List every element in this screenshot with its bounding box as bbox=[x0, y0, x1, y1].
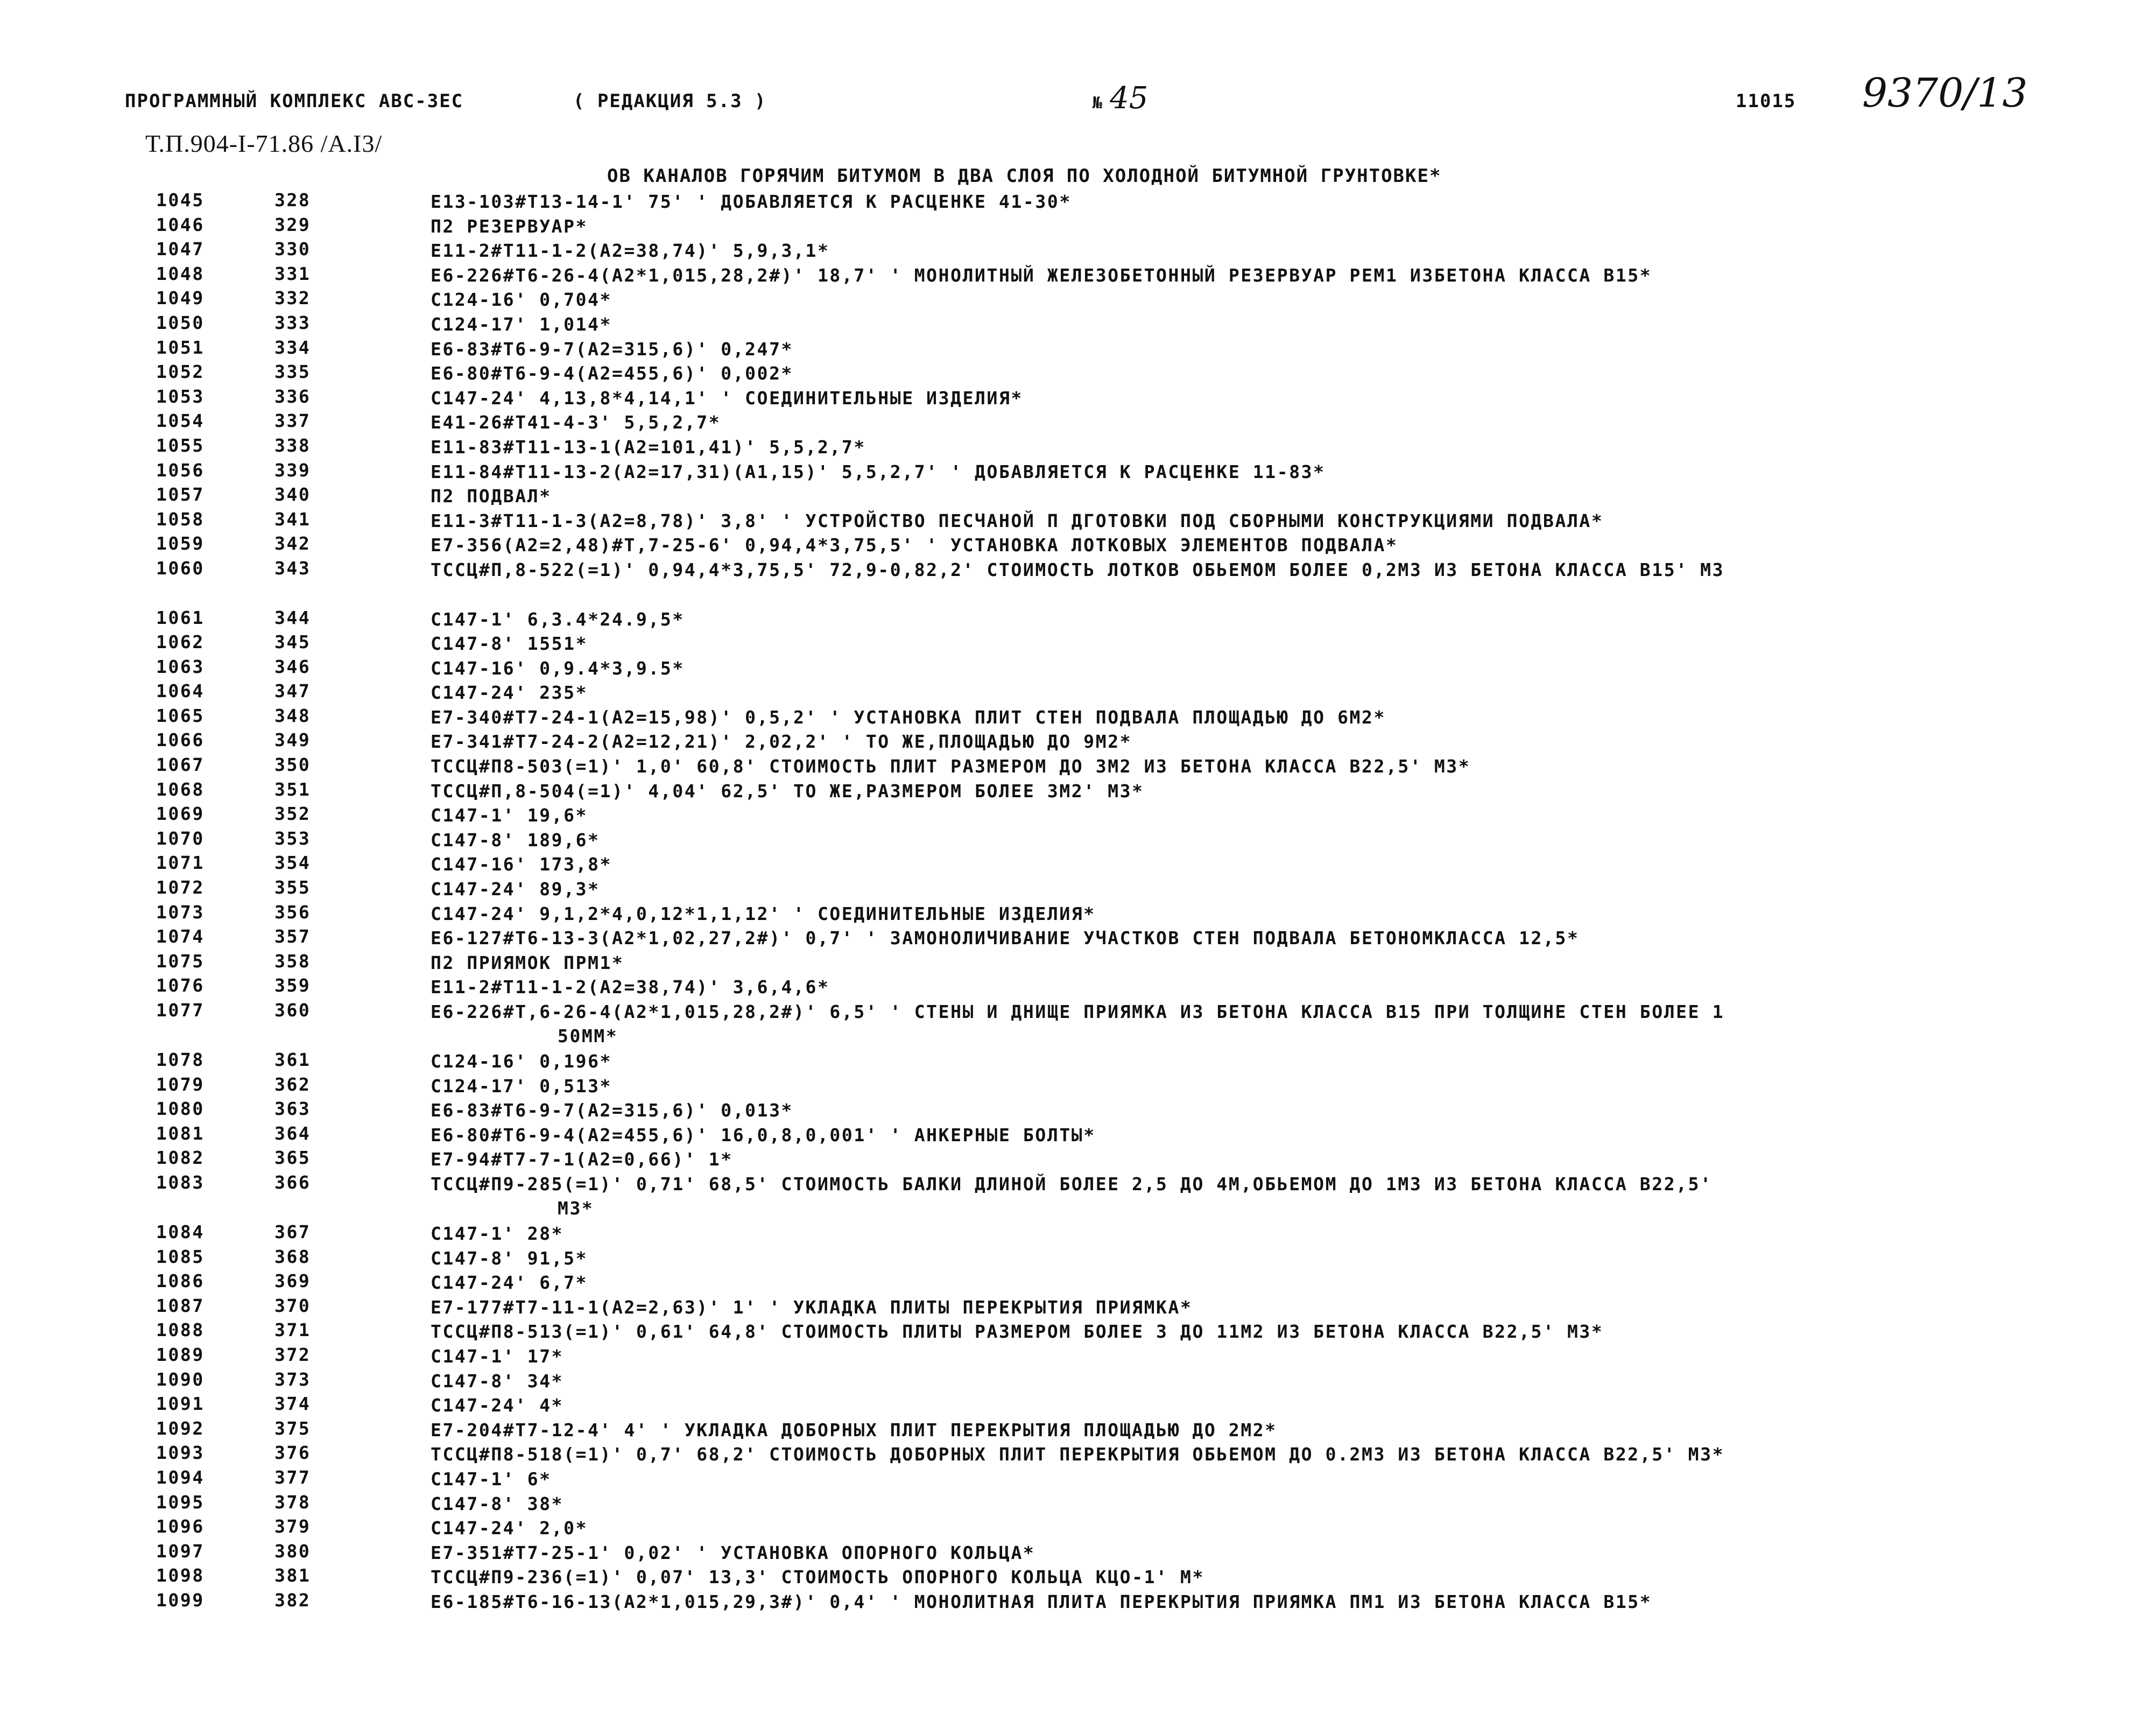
item-text bbox=[431, 1147, 2045, 1171]
item-text bbox=[431, 312, 2045, 336]
item-text-line: С147-1' 6* bbox=[431, 1468, 552, 1490]
item-text bbox=[431, 656, 2045, 680]
item-text-line: Е11-84#Т11-13-2(А2=17,31)(А1,15)' 5,5,2,7' ' ДОБАВЛЯЕТСЯ К РАСЦЕНКЕ 11-83* bbox=[431, 461, 1326, 482]
item-text-line: Е7-204#Т7-12-4' 4' ' УКЛАДКА ДОБОРНЫХ ПЛИТ ПЕРЕКРЫТИЯ ПЛОЩАДЬЮ ДО 2М2* bbox=[431, 1419, 1277, 1441]
line-number: 1090 bbox=[156, 1368, 205, 1390]
listing-row bbox=[0, 337, 2156, 362]
line-number: 1070 bbox=[156, 827, 205, 849]
item-text-line: Е7-356(А2=2,48)#Т,7-25-6' 0,94,4*3,75,5' ' УСТАНОВКА ЛОТКОВЫХ ЭЛЕМЕНТОВ ПОДВАЛА* bbox=[431, 535, 1398, 556]
item-text-line: С124-16' 0,704* bbox=[431, 289, 612, 311]
item-text bbox=[431, 779, 2045, 803]
line-number: 1085 bbox=[156, 1246, 205, 1267]
listing-row bbox=[0, 1319, 2156, 1344]
item-text bbox=[431, 238, 2045, 263]
item-number: 371 bbox=[274, 1319, 311, 1341]
item-text-line: С147-1' 6,3.4*24.9,5* bbox=[431, 608, 685, 630]
item-text-line: С147-24' 4,13,8*4,14,1' ' СОЕДИНИТЕЛЬНЫЕ ИЗДЕЛИЯ* bbox=[431, 387, 1023, 409]
item-number: 361 bbox=[274, 1049, 311, 1070]
item-text bbox=[431, 1098, 2045, 1122]
item-text-line: Е7-94#Т7-7-1(А2=0,66)' 1* bbox=[431, 1149, 733, 1170]
line-number: 1088 bbox=[156, 1319, 205, 1341]
item-number: 364 bbox=[274, 1122, 311, 1144]
line-number: 1097 bbox=[156, 1540, 205, 1562]
line-number: 1080 bbox=[156, 1098, 205, 1120]
item-text-line: ТССЦ#П8-513(=1)' 0,61' 64,8' СТОИМОСТЬ ПЛИТЫ РАЗМЕРОМ БОЛЕЕ 3 ДО 11М2 ИЗ БЕТОНА КЛАССА В22,5' М3* bbox=[431, 1321, 1604, 1343]
listing-row bbox=[0, 484, 2156, 509]
listing-row bbox=[0, 263, 2156, 288]
item-number: 378 bbox=[274, 1491, 311, 1513]
line-number: 1056 bbox=[156, 459, 205, 481]
item-number: 354 bbox=[274, 852, 311, 874]
line-number: 1072 bbox=[156, 877, 205, 898]
item-number: 347 bbox=[274, 680, 311, 702]
item-number: 353 bbox=[274, 827, 311, 849]
item-text-line: П2 ПОДВАЛ* bbox=[431, 486, 552, 507]
line-number: 1099 bbox=[156, 1589, 205, 1611]
item-text bbox=[431, 1516, 2045, 1540]
line-number: 1058 bbox=[156, 508, 205, 530]
item-text bbox=[431, 484, 2045, 508]
item-text bbox=[431, 975, 2045, 999]
item-text-line: С147-8' 189,6* bbox=[431, 829, 600, 851]
item-text-line: Е6-80#Т6-9-4(А2=455,6)' 0,002* bbox=[431, 363, 794, 384]
item-text bbox=[431, 1074, 2045, 1098]
item-number: 330 bbox=[274, 238, 311, 260]
listing-row bbox=[0, 1098, 2156, 1123]
item-text-line: Е6-80#Т6-9-4(А2=455,6)' 16,0,8,0,001' ' АНКЕРНЫЕ БОЛТЫ* bbox=[431, 1124, 1096, 1146]
line-number: 1068 bbox=[156, 778, 205, 800]
listing-row bbox=[0, 1565, 2156, 1590]
line-number: 1061 bbox=[156, 607, 205, 628]
item-text bbox=[431, 435, 2045, 459]
item-number: 356 bbox=[274, 901, 311, 923]
line-number: 1047 bbox=[156, 238, 205, 260]
item-number: 382 bbox=[274, 1589, 311, 1611]
item-number: 340 bbox=[274, 484, 311, 505]
item-text-line: Е13-103#Т13-14-1' 75' ' ДОБАВЛЯЕТСЯ К РАСЦЕНКЕ 41-30* bbox=[431, 191, 1072, 212]
item-text bbox=[431, 803, 2045, 827]
listing-row bbox=[0, 902, 2156, 926]
item-text bbox=[431, 509, 2045, 533]
line-number: 1063 bbox=[156, 656, 205, 677]
item-number: 346 bbox=[274, 656, 311, 677]
item-text bbox=[431, 828, 2045, 852]
item-number: 352 bbox=[274, 803, 311, 825]
line-number: 1095 bbox=[156, 1491, 205, 1513]
item-number: 362 bbox=[274, 1073, 311, 1095]
item-number: 379 bbox=[274, 1516, 311, 1537]
item-number: 351 bbox=[274, 778, 311, 800]
listing-row bbox=[0, 1000, 2156, 1049]
listing-row bbox=[0, 779, 2156, 804]
item-text-line: С147-24' 235* bbox=[431, 682, 588, 704]
item-text-line: С147-8' 38* bbox=[431, 1493, 564, 1514]
line-number: 1075 bbox=[156, 950, 205, 972]
item-text-line: С147-8' 34* bbox=[431, 1370, 564, 1392]
item-text bbox=[431, 951, 2045, 975]
listing-row bbox=[0, 1590, 2156, 1614]
item-text-line: С147-24' 6,7* bbox=[431, 1272, 588, 1294]
line-number: 1074 bbox=[156, 926, 205, 947]
item-number: 376 bbox=[274, 1442, 311, 1464]
listing-row bbox=[0, 1393, 2156, 1418]
item-text bbox=[431, 1246, 2045, 1270]
line-number: 1098 bbox=[156, 1565, 205, 1586]
item-text bbox=[431, 705, 2045, 729]
item-number: 365 bbox=[274, 1147, 311, 1169]
listing-row bbox=[0, 1074, 2156, 1099]
item-text-line: С147-24' 89,3* bbox=[431, 879, 600, 900]
item-text-line: С147-24' 9,1,2*4,0,12*1,1,12' ' СОЕДИНИТЕЛЬНЫЕ ИЗДЕЛИЯ* bbox=[431, 903, 1096, 924]
item-text-line: ТССЦ#П8-503(=1)' 1,0' 60,8' СТОИМОСТЬ ПЛИТ РАЗМЕРОМ ДО 3М2 ИЗ БЕТОНА КЛАССА В22,5' М3* bbox=[431, 756, 1471, 777]
listing-row bbox=[0, 729, 2156, 754]
item-text bbox=[431, 1369, 2045, 1393]
item-text-line: С147-1' 19,6* bbox=[431, 805, 588, 826]
item-text bbox=[431, 189, 2045, 214]
item-number: 329 bbox=[274, 214, 311, 235]
listing-row bbox=[0, 238, 2156, 263]
item-text bbox=[431, 1221, 2045, 1246]
drawing-reference: Т.П.904-I-71.86 /А.I3/ bbox=[145, 130, 383, 157]
listing-row bbox=[0, 828, 2156, 853]
item-number: 374 bbox=[274, 1393, 311, 1415]
item-text-line: ТССЦ#П9-236(=1)' 0,07' 13,3' СТОИМОСТЬ ОПОРНОГО КОЛЬЦА КЦО-1' М* bbox=[431, 1567, 1204, 1588]
item-text-line: Е11-83#Т11-13-1(А2=101,41)' 5,5,2,7* bbox=[431, 436, 866, 458]
item-number: 345 bbox=[274, 631, 311, 653]
line-number: 1064 bbox=[156, 680, 205, 702]
listing-row bbox=[0, 312, 2156, 337]
item-number: 331 bbox=[274, 263, 311, 284]
line-number: 1049 bbox=[156, 287, 205, 309]
item-text bbox=[431, 1541, 2045, 1565]
item-text-line: С147-24' 4* bbox=[431, 1395, 564, 1416]
item-text bbox=[431, 1123, 2045, 1147]
item-text-line: С147-8' 1551* bbox=[431, 633, 588, 655]
item-number: 350 bbox=[274, 754, 311, 776]
listing-row bbox=[0, 287, 2156, 312]
listing-row bbox=[0, 951, 2156, 975]
item-number: 372 bbox=[274, 1344, 311, 1365]
page-number-value: 45 bbox=[1110, 81, 1149, 116]
item-text-line: ТССЦ#П9-285(=1)' 0,71' 68,5' СТОИМОСТЬ БАЛКИ ДЛИНОЙ БОЛЕЕ 2,5 ДО 4М,ОБЬЕМОМ ДО 1М3 ИЗ БЕТОНА КЛАССА В22,5' bbox=[431, 1173, 1713, 1195]
listing-row bbox=[0, 852, 2156, 877]
item-text-line: Е7-341#Т7-24-2(А2=12,21)' 2,02,2' ' ТО ЖЕ,ПЛОЩАДЬЮ ДО 9М2* bbox=[431, 731, 1132, 753]
item-text bbox=[431, 754, 2045, 778]
line-number: 1050 bbox=[156, 312, 205, 333]
program-title: ПРОГРАММНЫЙ КОМПЛЕКС АВС-3ЕС bbox=[125, 90, 464, 112]
item-text bbox=[431, 1319, 2045, 1344]
item-number: 359 bbox=[274, 975, 311, 996]
line-number: 1060 bbox=[156, 557, 205, 579]
item-text bbox=[431, 902, 2045, 926]
item-number: 363 bbox=[274, 1098, 311, 1120]
listing-row bbox=[0, 410, 2156, 435]
line-number: 1048 bbox=[156, 263, 205, 284]
listing-row bbox=[0, 460, 2156, 484]
listing-row bbox=[0, 533, 2156, 558]
listing-row bbox=[0, 877, 2156, 902]
item-number: 337 bbox=[274, 410, 311, 432]
listing-row bbox=[0, 1516, 2156, 1541]
item-text bbox=[431, 607, 2045, 631]
item-text-line: Е7-340#Т7-24-1(А2=15,98)' 0,5,2' ' УСТАНОВКА ПЛИТ СТЕН ПОДВАЛА ПЛОЩАДЬЮ ДО 6М2* bbox=[431, 706, 1386, 728]
item-text bbox=[431, 1295, 2045, 1319]
line-number: 1062 bbox=[156, 631, 205, 653]
item-text-line: Е11-2#Т11-1-2(А2=38,74)' 3,6,4,6* bbox=[431, 977, 830, 998]
listing-row bbox=[0, 435, 2156, 460]
item-text bbox=[431, 1344, 2045, 1368]
item-number: 332 bbox=[274, 287, 311, 309]
line-number: 1065 bbox=[156, 705, 205, 726]
item-text bbox=[431, 877, 2045, 901]
item-number: 366 bbox=[274, 1171, 311, 1193]
item-number: 355 bbox=[274, 877, 311, 898]
item-text bbox=[431, 410, 2045, 434]
item-text bbox=[431, 1000, 2045, 1048]
item-text bbox=[431, 558, 2045, 582]
item-text bbox=[431, 729, 2045, 754]
item-text-line: Е11-3#Т11-1-3(А2=8,78)' 3,8' ' УСТРОЙСТВО ПЕСЧАНОЙ П ДГОТОВКИ ПОД СБОРНЫМИ КОНСТРУКЦИЯМИ ПОДВАЛА* bbox=[431, 510, 1604, 531]
item-text bbox=[431, 1467, 2045, 1491]
item-number: 358 bbox=[274, 950, 311, 972]
listing-row bbox=[0, 631, 2156, 656]
item-number: 357 bbox=[274, 926, 311, 947]
item-text-line: Е6-226#Т,6-26-4(А2*1,015,28,2#)' 6,5' ' СТЕНЫ И ДНИЩЕ ПРИЯМКА ИЗ БЕТОНА КЛАССА В15 ПРИ ТОЛЩИНЕ СТЕН БОЛЕЕ 1 bbox=[431, 1001, 1725, 1022]
item-text bbox=[431, 361, 2045, 385]
item-number: 375 bbox=[274, 1417, 311, 1439]
line-number: 1054 bbox=[156, 410, 205, 432]
line-number: 1092 bbox=[156, 1417, 205, 1439]
listing-row bbox=[0, 754, 2156, 779]
line-number: 1089 bbox=[156, 1344, 205, 1365]
listing-row bbox=[0, 680, 2156, 705]
item-number: 338 bbox=[274, 434, 311, 456]
item-text bbox=[431, 1270, 2045, 1295]
listing-row bbox=[0, 386, 2156, 411]
item-text bbox=[431, 680, 2045, 705]
item-number: 348 bbox=[274, 705, 311, 726]
line-number: 1093 bbox=[156, 1442, 205, 1464]
line-number: 1073 bbox=[156, 901, 205, 923]
item-number: 334 bbox=[274, 336, 311, 358]
listing-row bbox=[0, 926, 2156, 951]
listing-row bbox=[0, 1172, 2156, 1221]
item-text-line: С124-17' 1,014* bbox=[431, 313, 612, 335]
item-text-line: П2 РЕЗЕРВУАР* bbox=[431, 215, 588, 237]
line-number: 1091 bbox=[156, 1393, 205, 1415]
line-number: 1055 bbox=[156, 434, 205, 456]
line-number: 1076 bbox=[156, 975, 205, 996]
item-number: 369 bbox=[274, 1270, 311, 1292]
item-text bbox=[431, 1049, 2045, 1073]
item-text bbox=[431, 214, 2045, 238]
line-number: 1077 bbox=[156, 1000, 205, 1021]
listing-row bbox=[0, 1344, 2156, 1369]
item-text bbox=[431, 1565, 2045, 1589]
item-text bbox=[431, 533, 2045, 557]
item-number: 344 bbox=[274, 607, 311, 628]
item-text-line: ТССЦ#П,8-522(=1)' 0,94,4*3,75,5' 72,9-0,82,2' СТОИМОСТЬ ЛОТКОВ ОБЬЕМОМ БОЛЕЕ 0,2М3 ИЗ БЕТОНА КЛАССА В15' М3 bbox=[431, 559, 1725, 580]
item-text-line: С147-1' 28* bbox=[431, 1223, 564, 1244]
continuation-line: ОВ КАНАЛОВ ГОРЯЧИМ БИТУМОМ В ДВА СЛОЯ ПО ХОЛОДНОЙ БИТУМНОЙ ГРУНТОВКЕ* bbox=[607, 165, 1442, 187]
listing-row bbox=[0, 361, 2156, 386]
item-text-line: Е6-83#Т6-9-7(А2=315,6)' 0,013* bbox=[431, 1100, 794, 1121]
item-text bbox=[431, 287, 2045, 312]
item-text-line: П2 ПРИЯМОК ПРМ1* bbox=[431, 952, 624, 973]
listing-row bbox=[0, 1492, 2156, 1516]
line-number: 1051 bbox=[156, 336, 205, 358]
job-number: 11015 bbox=[1736, 90, 1796, 112]
item-text-line: ТССЦ#П,8-504(=1)' 4,04' 62,5' ТО ЖЕ,РАЗМЕРОМ БОЛЕЕ 3М2' М3* bbox=[431, 780, 1144, 802]
item-text-line: С124-17' 0,513* bbox=[431, 1075, 612, 1097]
item-text bbox=[431, 852, 2045, 876]
item-number: 342 bbox=[274, 533, 311, 554]
line-number: 1059 bbox=[156, 533, 205, 554]
item-text-line: Е7-177#Т7-11-1(А2=2,63)' 1' ' УКЛАДКА ПЛИТЫ ПЕРЕКРЫТИЯ ПРИЯМКА* bbox=[431, 1296, 1193, 1318]
line-number: 1096 bbox=[156, 1516, 205, 1537]
item-number: 360 bbox=[274, 1000, 311, 1021]
handwritten-reference: 9370/13 bbox=[1862, 70, 2028, 116]
item-text bbox=[431, 1418, 2045, 1442]
item-text-line: Е7-351#Т7-25-1' 0,02' ' УСТАНОВКА ОПОРНОГО КОЛЬЦА* bbox=[431, 1542, 1035, 1563]
item-text bbox=[431, 1442, 2045, 1466]
item-text-line: С147-1' 17* bbox=[431, 1345, 564, 1367]
item-text bbox=[431, 1393, 2045, 1417]
listing-row bbox=[0, 1123, 2156, 1148]
line-number: 1066 bbox=[156, 729, 205, 751]
item-text-line: ТССЦ#П8-518(=1)' 0,7' 68,2' СТОИМОСТЬ ДОБОРНЫХ ПЛИТ ПЕРЕКРЫТИЯ ОБЬЕМОМ ДО 0.2М3 ИЗ БЕТОНА КЛАССА В22,5' М3* bbox=[431, 1444, 1725, 1465]
line-number: 1094 bbox=[156, 1466, 205, 1488]
line-number: 1082 bbox=[156, 1147, 205, 1169]
item-number: 328 bbox=[274, 189, 311, 210]
item-number: 339 bbox=[274, 459, 311, 481]
listing-row bbox=[0, 214, 2156, 239]
listing-row bbox=[0, 1418, 2156, 1443]
item-text bbox=[431, 1172, 2045, 1220]
item-text-line: Е41-26#Т41-4-3' 5,5,2,7* bbox=[431, 412, 721, 433]
listing-row bbox=[0, 1270, 2156, 1295]
item-number: 367 bbox=[274, 1221, 311, 1242]
listing-row bbox=[0, 1246, 2156, 1271]
item-text bbox=[431, 926, 2045, 950]
line-number: 1084 bbox=[156, 1221, 205, 1242]
item-text-line: С147-16' 0,9.4*3,9.5* bbox=[431, 657, 685, 679]
page-number bbox=[1093, 81, 1148, 116]
listing-row bbox=[0, 1049, 2156, 1074]
listing-row bbox=[0, 1541, 2156, 1565]
item-text-line: Е6-83#Т6-9-7(А2=315,6)' 0,247* bbox=[431, 338, 794, 360]
line-number: 1057 bbox=[156, 484, 205, 505]
listing-row bbox=[0, 1467, 2156, 1492]
item-text-line: Е6-185#Т6-16-13(А2*1,015,29,3#)' 0,4' ' МОНОЛИТНАЯ ПЛИТА ПЕРЕКРЫТИЯ ПРИЯМКА ПМ1 ИЗ БЕТОНА КЛАССА В15* bbox=[431, 1591, 1652, 1612]
listing-row bbox=[0, 558, 2156, 582]
line-number: 1045 bbox=[156, 189, 205, 210]
item-text-line: Е11-2#Т11-1-2(А2=38,74)' 5,9,3,1* bbox=[431, 240, 830, 262]
listing-row bbox=[0, 607, 2156, 632]
edition-label: ( РЕДАКЦИЯ 5.3 ) bbox=[573, 90, 767, 112]
item-text bbox=[431, 1590, 2045, 1614]
listing-row bbox=[0, 803, 2156, 828]
item-number: 380 bbox=[274, 1540, 311, 1562]
item-text-continuation: 50ММ* bbox=[558, 1025, 618, 1046]
item-number: 341 bbox=[274, 508, 311, 530]
line-number: 1053 bbox=[156, 385, 205, 407]
item-number: 368 bbox=[274, 1246, 311, 1267]
item-number: 370 bbox=[274, 1295, 311, 1316]
item-text bbox=[431, 263, 2045, 287]
line-number: 1086 bbox=[156, 1270, 205, 1292]
listing-row bbox=[0, 189, 2156, 214]
item-text bbox=[431, 631, 2045, 656]
item-number: 349 bbox=[274, 729, 311, 751]
item-text bbox=[431, 1492, 2045, 1516]
item-text-line: Е6-127#Т6-13-3(А2*1,02,27,2#)' 0,7' ' ЗАМОНОЛИЧИВАНИЕ УЧАСТКОВ СТЕН ПОДВАЛА БЕТОНОМКЛАССА 12,5* bbox=[431, 928, 1580, 949]
item-text-line: С124-16' 0,196* bbox=[431, 1051, 612, 1072]
listing-row bbox=[0, 705, 2156, 730]
line-number: 1071 bbox=[156, 852, 205, 874]
line-number: 1046 bbox=[156, 214, 205, 235]
item-number: 333 bbox=[274, 312, 311, 333]
item-text-continuation: М3* bbox=[558, 1197, 594, 1219]
item-number: 336 bbox=[274, 385, 311, 407]
item-text bbox=[431, 337, 2045, 361]
item-number: 377 bbox=[274, 1466, 311, 1488]
item-text-line: Е6-226#Т6-26-4(А2*1,015,28,2#)' 18,7' ' МОНОЛИТНЫЙ ЖЕЛЕЗОБЕТОННЫЙ РЕЗЕРВУАР РЕМ1 ИЗБЕТОНА КЛАССА В15* bbox=[431, 264, 1652, 286]
item-number: 381 bbox=[274, 1565, 311, 1586]
item-text-line: С147-16' 173,8* bbox=[431, 854, 612, 875]
line-number: 1078 bbox=[156, 1049, 205, 1070]
listing-row bbox=[0, 1295, 2156, 1320]
line-number: 1081 bbox=[156, 1122, 205, 1144]
listing-row bbox=[0, 1147, 2156, 1172]
item-number: 335 bbox=[274, 361, 311, 383]
item-number: 373 bbox=[274, 1368, 311, 1390]
item-text bbox=[431, 386, 2045, 410]
listing-row bbox=[0, 1442, 2156, 1467]
line-number: 1079 bbox=[156, 1073, 205, 1095]
listing-row bbox=[0, 975, 2156, 1000]
line-number: 1069 bbox=[156, 803, 205, 825]
listing-row bbox=[0, 509, 2156, 533]
page-number-prefix: № bbox=[1093, 94, 1103, 113]
line-number: 1083 bbox=[156, 1171, 205, 1193]
listing bbox=[0, 189, 2156, 1614]
item-number: 343 bbox=[274, 557, 311, 579]
listing-row bbox=[0, 1221, 2156, 1246]
line-number: 1067 bbox=[156, 754, 205, 776]
item-text-line: С147-24' 2,0* bbox=[431, 1518, 588, 1539]
item-text bbox=[431, 460, 2045, 484]
listing-row bbox=[0, 656, 2156, 681]
line-number: 1087 bbox=[156, 1295, 205, 1316]
listing-row bbox=[0, 1369, 2156, 1394]
line-number: 1052 bbox=[156, 361, 205, 383]
item-text-line: С147-8' 91,5* bbox=[431, 1247, 588, 1269]
